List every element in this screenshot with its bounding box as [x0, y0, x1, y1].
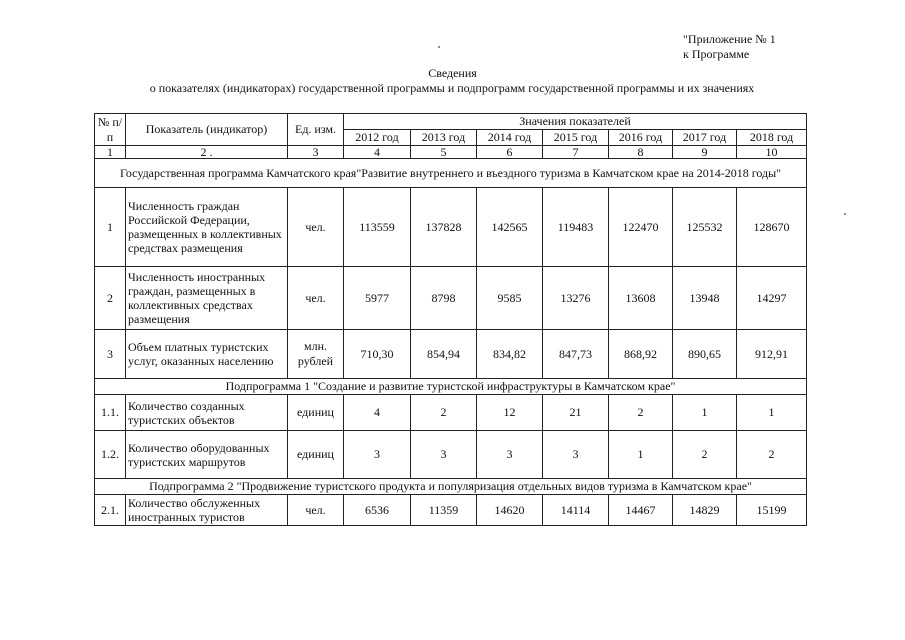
table-row — [95, 495, 807, 526]
row-num: 1.1. — [95, 395, 126, 431]
row-value: 21 — [543, 395, 609, 431]
row-value: 1 — [737, 395, 807, 431]
row-value: 113559 — [344, 188, 411, 267]
row-value: 11359 — [411, 495, 477, 526]
header-num: № п/п — [95, 114, 126, 146]
appendix-line-1: "Приложение № 1 — [683, 32, 776, 46]
row-value: 13276 — [543, 267, 609, 330]
row-indicator: Количество обслуженных иностранных туристов — [126, 495, 288, 526]
row-indicator: Количество созданных туристских объектов — [126, 395, 288, 431]
row-indicator: Численность иностранных граждан, размещенных в коллективных средствах размещения — [126, 267, 288, 330]
table-row — [95, 267, 807, 330]
row-indicator: Объем платных туристских услуг, оказанных населению — [126, 330, 288, 379]
indicators-table — [94, 113, 807, 526]
column-number: 2 . — [126, 146, 288, 159]
row-value: 119483 — [543, 188, 609, 267]
row-value: 2 — [737, 431, 807, 479]
header-year: 2015 год — [543, 130, 609, 146]
row-value: 4 — [344, 395, 411, 431]
row-value: 6536 — [344, 495, 411, 526]
row-value: 3 — [543, 431, 609, 479]
row-value: 2 — [673, 431, 737, 479]
row-value: 122470 — [609, 188, 673, 267]
table-row — [95, 431, 807, 479]
scan-speck — [438, 46, 440, 48]
row-value: 5977 — [344, 267, 411, 330]
row-num: 1 — [95, 188, 126, 267]
document-title: Сведения — [428, 66, 477, 80]
column-number: 3 — [288, 146, 344, 159]
row-value: 3 — [477, 431, 543, 479]
row-value: 8798 — [411, 267, 477, 330]
column-number: 8 — [609, 146, 673, 159]
column-number: 1 — [95, 146, 126, 159]
row-value: 2 — [411, 395, 477, 431]
row-value: 14467 — [609, 495, 673, 526]
row-value: 14114 — [543, 495, 609, 526]
document-subtitle: о показателях (индикаторах) государственной программы и подпрограмм государственной программы и их значениях — [149, 81, 755, 95]
row-value: 125532 — [673, 188, 737, 267]
section-row-subprogram-2 — [95, 479, 807, 495]
header-year: 2012 год — [344, 130, 411, 146]
column-number: 7 — [543, 146, 609, 159]
row-num: 2.1. — [95, 495, 126, 526]
row-unit: единиц — [288, 431, 344, 479]
row-num: 2 — [95, 267, 126, 330]
row-value: 128670 — [737, 188, 807, 267]
table-row — [95, 330, 807, 379]
row-value: 710,30 — [344, 330, 411, 379]
row-num: 1.2. — [95, 431, 126, 479]
row-value: 2 — [609, 395, 673, 431]
row-value: 14620 — [477, 495, 543, 526]
header-year: 2016 год — [609, 130, 673, 146]
row-indicator: Количество оборудованных туристских маршрутов — [126, 431, 288, 479]
row-unit: чел. — [288, 495, 344, 526]
row-indicator: Численность граждан Российской Федерации, размещенных в коллективных средствах размещения — [126, 188, 288, 267]
row-unit: чел. — [288, 267, 344, 330]
row-value: 1 — [609, 431, 673, 479]
row-value: 142565 — [477, 188, 543, 267]
appendix-line-2: к Программе — [683, 47, 750, 61]
row-value: 868,92 — [609, 330, 673, 379]
section-row-subprogram-1 — [95, 379, 807, 395]
row-value: 3 — [344, 431, 411, 479]
row-value: 854,94 — [411, 330, 477, 379]
row-unit: единиц — [288, 395, 344, 431]
column-number: 4 — [344, 146, 411, 159]
row-unit: млн. рублей — [288, 330, 344, 379]
section-title: Подпрограмма 2 "Продвижение туристского продукта и популяризация отдельных видов туризма в Камчатском крае" — [95, 479, 807, 495]
row-num: 3 — [95, 330, 126, 379]
row-value: 912,91 — [737, 330, 807, 379]
table-row — [95, 188, 807, 267]
row-value: 890,65 — [673, 330, 737, 379]
header-year: 2014 год — [477, 130, 543, 146]
row-value: 1 — [673, 395, 737, 431]
column-number: 10 — [737, 146, 807, 159]
scan-speck — [844, 213, 846, 215]
row-value: 847,73 — [543, 330, 609, 379]
row-value: 15199 — [737, 495, 807, 526]
row-value: 3 — [411, 431, 477, 479]
row-value: 12 — [477, 395, 543, 431]
column-numbers-row — [95, 146, 807, 159]
header-year: 2017 год — [673, 130, 737, 146]
table-row — [95, 395, 807, 431]
section-title: Подпрограмма 1 "Создание и развитие туристской инфраструктуры в Камчатском крае" — [95, 379, 807, 395]
appendix-note — [683, 32, 776, 62]
header-year: 2013 год — [411, 130, 477, 146]
row-value: 834,82 — [477, 330, 543, 379]
row-value: 9585 — [477, 267, 543, 330]
header-indicator: Показатель (индикатор) — [126, 114, 288, 146]
section-title: Государственная программа Камчатского края"Развитие внутреннего и въездного туризма в Камчатском крае на 2014-2018 годы" — [95, 159, 807, 188]
row-value: 13608 — [609, 267, 673, 330]
header-year: 2018 год — [737, 130, 807, 146]
header-values-group: Значения показателей — [344, 114, 807, 130]
column-number: 5 — [411, 146, 477, 159]
row-value: 13948 — [673, 267, 737, 330]
column-number: 9 — [673, 146, 737, 159]
header-unit: Ед. изм. — [288, 114, 344, 146]
column-number: 6 — [477, 146, 543, 159]
header-row — [95, 114, 807, 130]
row-value: 137828 — [411, 188, 477, 267]
section-row-state-program — [95, 159, 807, 188]
row-value: 14297 — [737, 267, 807, 330]
row-value: 14829 — [673, 495, 737, 526]
row-unit: чел. — [288, 188, 344, 267]
